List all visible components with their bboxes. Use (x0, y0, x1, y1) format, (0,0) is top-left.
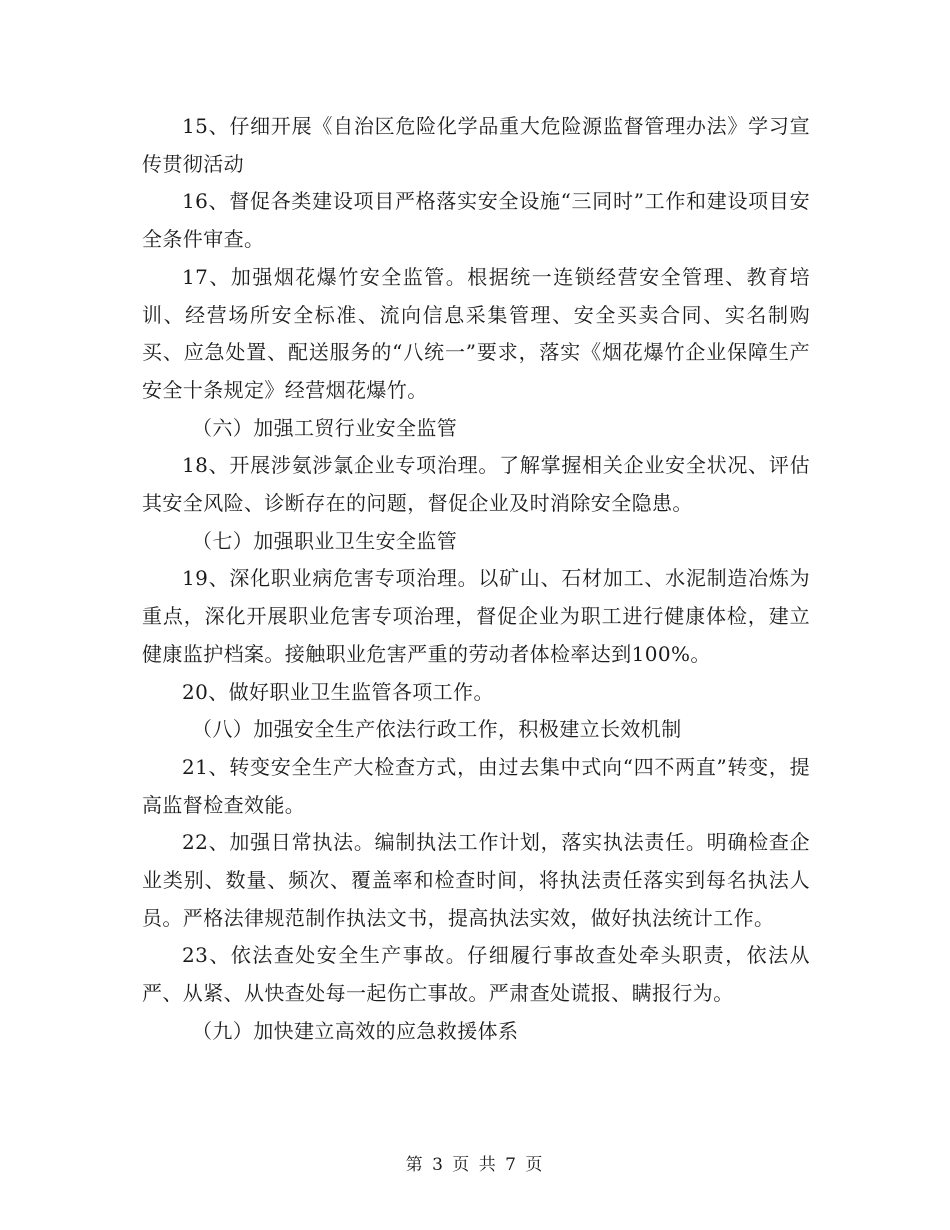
item-15: 15、仔细开展《自治区危险化学品重大危险源监督管理办法》学习宣传贯彻活动 (142, 114, 810, 176)
item-21: 21、转变安全生产大检查方式，由过去集中式向“四不两直”转变，提高监督检查效能。 (142, 754, 810, 817)
item-22: 22、加强日常执法。编制执法工作计划，落实执法责任。明确检查企业类别、数量、频次、覆盖率和检查时间，将执法责任落实到每名执法人员。严格法律规范制作执法文书，提高执法实效，做好执法统计工作。 (142, 830, 810, 930)
page-number-footer: 第 3 页 共 7 页 (405, 1155, 545, 1175)
item-18: 18、开展涉氨涉氯企业专项治理。了解掌握相关企业安全状况、评估其安全风险、诊断存在的问题，督促企业及时消除安全隐患。 (142, 453, 810, 516)
item-19: 19、深化职业病危害专项治理。以矿山、石材加工、水泥制造冶炼为重点，深化开展职业危害专项治理，督促企业为职工进行健康体检，建立健康监护档案。接触职业危害严重的劳动者体检率达到100%。 (142, 566, 810, 666)
document-body (142, 108, 810, 1051)
item-16: 16、督促各类建设项目严格落实安全设施“三同时”工作和建设项目安全条件审查。 (142, 189, 810, 252)
section-heading-9: （九）加快建立高效的应急救援体系 (192, 1018, 519, 1043)
item-23: 23、依法查处安全生产事故。仔细履行事故查处牵头职责，依法从严、从紧、从快查处每一起伤亡事故。严肃查处谎报、瞒报行为。 (142, 943, 810, 1006)
item-20: 20、做好职业卫生监管各项工作。 (182, 679, 494, 704)
section-heading-8: （八）加强安全生产依法行政工作，积极建立长效机制 (192, 717, 682, 742)
section-heading-7: （七）加强职业卫生安全监管 (192, 528, 458, 553)
item-17: 17、加强烟花爆竹安全监管。根据统一连锁经营安全管理、教育培训、经营场所安全标准、流向信息采集管理、安全买卖合同、实名制购买、应急处置、配送服务的“八统一”要求，落实《烟花爆竹企业保障生产安全十条规定》经营烟花爆竹。 (142, 264, 810, 402)
section-heading-6: （六）加强工贸行业安全监管 (192, 415, 458, 440)
